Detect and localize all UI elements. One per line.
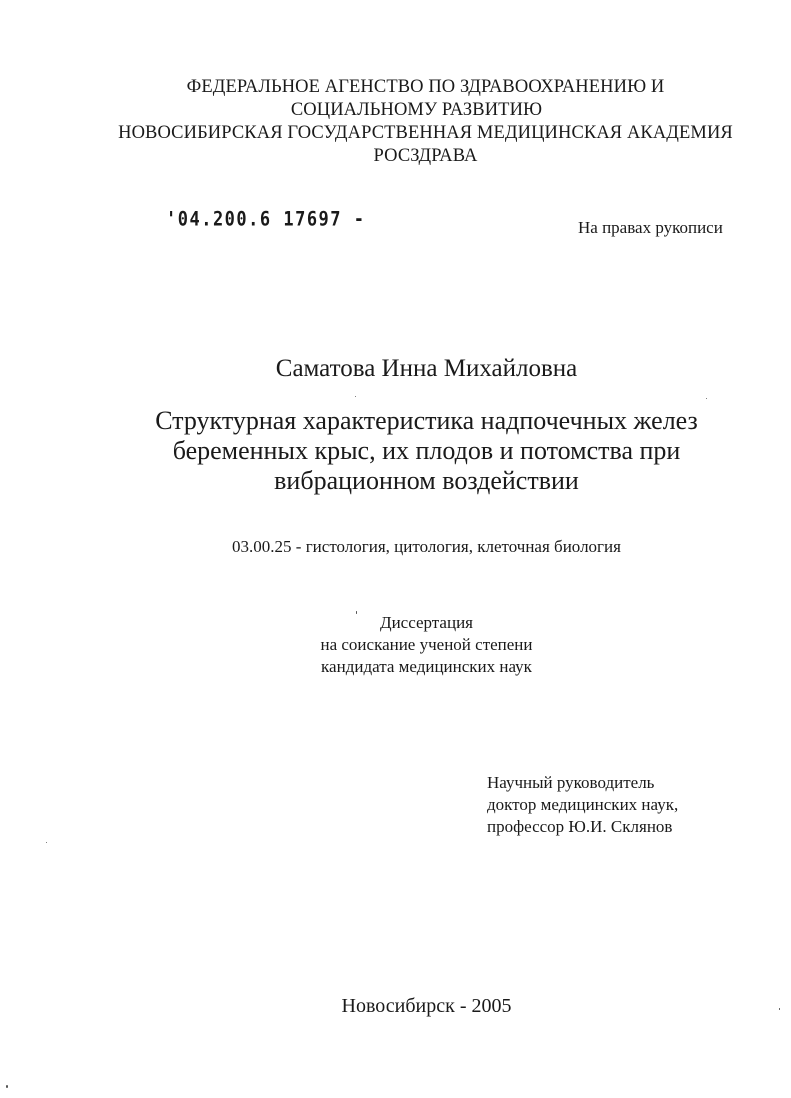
scan-speck — [706, 398, 707, 399]
scientific-supervisor — [487, 772, 678, 838]
supervisor-line: доктор медицинских наук, — [487, 795, 679, 814]
scan-speck — [6, 1085, 8, 1088]
city-year: Новосибирск - 2005 — [341, 995, 512, 1017]
organization-header — [0, 76, 791, 168]
title-line: беременных крыс, их плодов и потомства при — [172, 436, 681, 465]
scan-speck — [46, 842, 47, 843]
degree-line: кандидата медицинских наук — [321, 657, 532, 676]
title-line: Структурная характеристика надпочечных желез — [155, 406, 698, 435]
degree-statement — [0, 612, 791, 678]
registration-stamp-number: '04.200.6 17697 - — [166, 208, 366, 231]
header-line: ФЕДЕРАЛЬНОЕ АГЕНСТВО ПО ЗДРАВООХРАНЕНИЮ И — [186, 77, 665, 97]
header-line: СОЦИАЛЬНОМУ РАЗВИТИЮ — [290, 100, 543, 120]
manuscript-rights-note: На правах рукописи — [578, 218, 723, 237]
specialty-code: 03.00.25 - гистология, цитология, клеточная биология — [232, 537, 621, 556]
degree-line: Диссертация — [379, 613, 473, 632]
header-line: НОВОСИБИРСКАЯ ГОСУДАРСТВЕННАЯ МЕДИЦИНСКАЯ АКАДЕМИЯ — [118, 123, 733, 143]
supervisor-line: Научный руководитель — [487, 773, 655, 792]
scan-speck — [356, 611, 357, 614]
degree-line: на соискание ученой степени — [320, 635, 533, 654]
scan-speck — [355, 396, 356, 397]
author-name: Саматова Инна Михайловна — [275, 355, 578, 382]
dissertation-title — [0, 406, 791, 496]
title-line: вибрационном воздействии — [274, 466, 579, 495]
supervisor-line: профессор Ю.И. Склянов — [487, 817, 673, 836]
header-line: РОСЗДРАВА — [373, 146, 478, 166]
scan-speck — [779, 1008, 780, 1010]
